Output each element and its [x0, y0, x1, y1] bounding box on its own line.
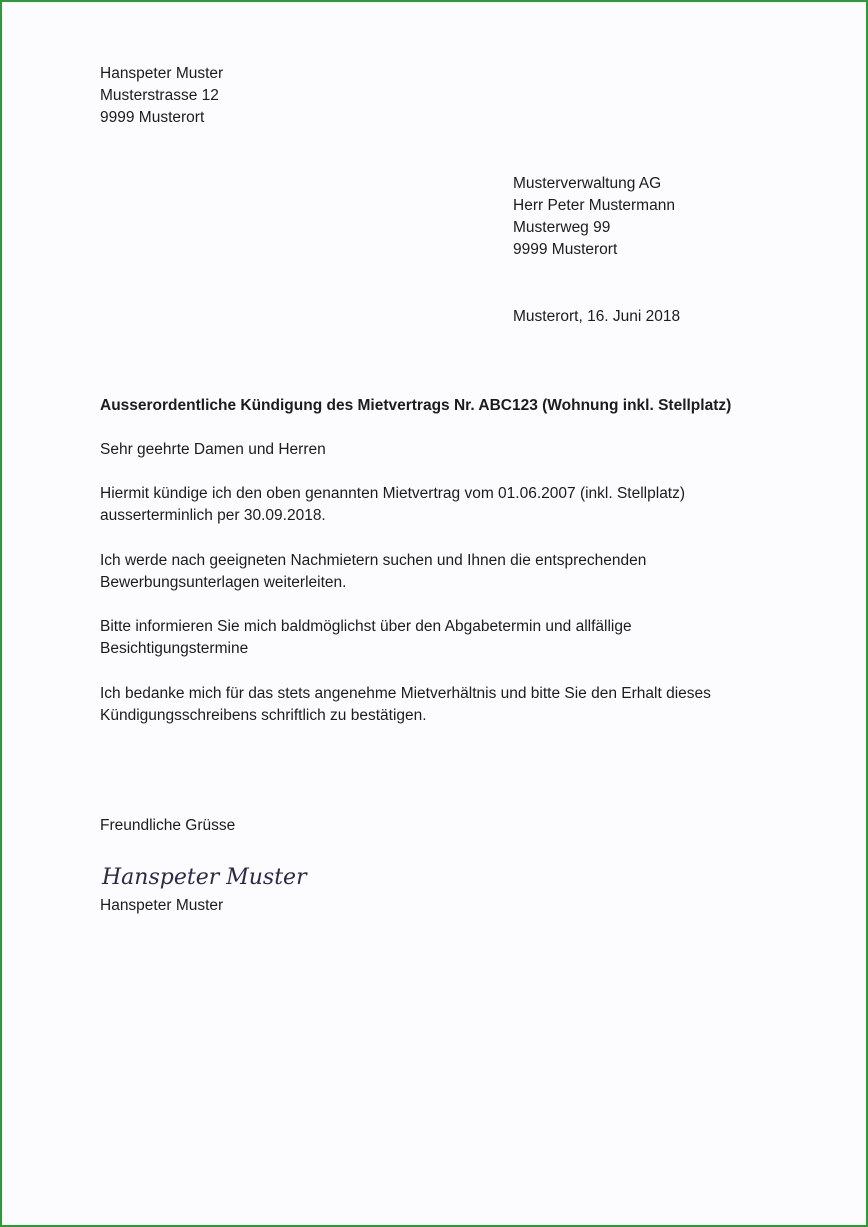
- sender-address: [100, 63, 223, 129]
- sender-city: 9999 Musterort: [100, 109, 205, 126]
- paragraph-line: Kündigungsschreibens schriftlich zu bestätigen.: [100, 707, 427, 724]
- body-paragraph-4: [100, 683, 711, 727]
- closing: [100, 815, 235, 837]
- recipient-street: Musterweg 99: [513, 219, 611, 236]
- signature-text: Hanspeter Muster: [102, 865, 307, 890]
- paragraph-line: Hiermit kündige ich den oben genannten Mietvertrag vom 01.06.2007 (inkl. Stellplatz): [100, 485, 686, 502]
- date-text: Musterort, 16. Juni 2018: [513, 308, 681, 325]
- paragraph-line: Bewerbungsunterlagen weiterleiten.: [100, 574, 347, 591]
- salutation-text: Sehr geehrte Damen und Herren: [100, 441, 326, 458]
- recipient-contact: Herr Peter Mustermann: [513, 197, 675, 214]
- sender-street: Musterstrasse 12: [100, 87, 219, 104]
- paragraph-line: Ich bedanke mich für das stets angenehme Mietverhältnis und bitte Sie den Erhalt dieses: [100, 685, 711, 702]
- subject-line: Ausserordentliche Kündigung des Mietvertrags Nr. ABC123 (Wohnung inkl. Stellplatz): [100, 397, 732, 414]
- recipient-city: 9999 Musterort: [513, 241, 618, 258]
- closing-text: Freundliche Grüsse: [100, 817, 236, 834]
- handwritten-signature: [102, 860, 307, 894]
- paragraph-line: Ich werde nach geeigneten Nachmietern suchen und Ihnen die entsprechenden: [100, 552, 647, 569]
- paragraph-line: ausserterminlich per 30.09.2018.: [100, 507, 326, 524]
- recipient-company: Musterverwaltung AG: [513, 175, 662, 192]
- signer-name: [100, 895, 223, 917]
- paragraph-line: Bitte informieren Sie mich baldmöglichst über den Abgabetermin und allfällige: [100, 618, 632, 635]
- paragraph-line: Besichtigungstermine: [100, 640, 249, 657]
- salutation: [100, 439, 326, 461]
- sender-name: Hanspeter Muster: [100, 65, 224, 82]
- date-line: [513, 306, 680, 328]
- recipient-address: [513, 173, 675, 261]
- signer-name-text: Hanspeter Muster: [100, 897, 224, 914]
- body-paragraph-2: [100, 550, 646, 594]
- signature-graphic: [102, 860, 307, 894]
- body-paragraph-3: [100, 616, 632, 660]
- body-paragraph-1: [100, 483, 685, 527]
